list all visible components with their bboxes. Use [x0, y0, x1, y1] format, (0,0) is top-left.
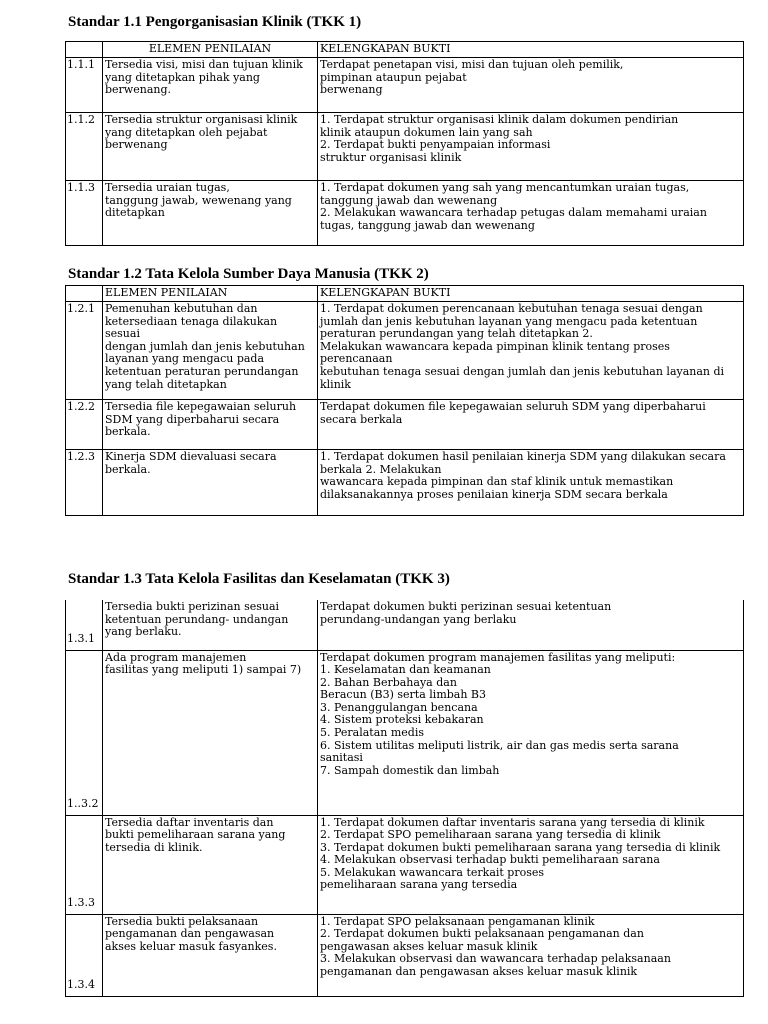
elemen-cell: [103, 400, 318, 450]
text-line: 4. Sistem proteksi kebakaran: [320, 713, 484, 727]
row-number: 1.2.1: [66, 302, 103, 400]
text-line: 1. Terdapat dokumen yang sah yang mencantumkan uraian tugas,: [320, 181, 690, 194]
row-number: 1.3.1: [66, 600, 103, 650]
text-line: jumlah dan jenis kebutuhan layanan yang mengacu pada ketentuan: [320, 314, 698, 328]
bukti-cell: [318, 181, 744, 246]
text-line: 5. Melakukan wawancara terkait proses: [320, 865, 545, 879]
row-number: 1.3.4: [66, 914, 103, 996]
bukti-cell: [318, 58, 744, 113]
text-line: kebutuhan tenaga sesuai dengan jumlah dan jenis kebutuhan layanan di: [320, 364, 725, 378]
elemen-cell: [103, 450, 318, 516]
text-line: 3. Melakukan observasi dan wawancara terhadap pelaksanaan: [320, 952, 671, 966]
header-no-cell: [66, 42, 103, 58]
text-line: 3. Penanggulangan bencana: [320, 700, 478, 714]
text-line: struktur organisasi klinik: [320, 150, 462, 164]
text-line: 2. Bahan Berbahaya dan: [320, 675, 457, 689]
standard-1-1-table: [65, 41, 744, 246]
text-line: wawancara kepada pimpinan dan staf klinik untuk memastikan: [320, 475, 674, 489]
text-line: pengamanan dan pengawasan: [105, 927, 275, 941]
text-line: berwenang.: [105, 83, 171, 97]
text-line: tugas, tanggung jawab dan wewenang: [320, 218, 535, 232]
bukti-cell: [318, 815, 744, 914]
table-header-row: [66, 42, 744, 58]
text-line: sanitasi: [320, 751, 363, 765]
text-line: yang telah ditetapkan: [105, 377, 227, 391]
text-line: 1. Terdapat SPO pelaksanaan pengamanan klinik: [320, 914, 595, 928]
bukti-cell: [318, 650, 744, 815]
text-line: Tersedia bukti perizinan sesuai: [105, 600, 280, 613]
bukti-cell: [318, 600, 744, 650]
text-line: Tersedia file kepegawaian seluruh: [105, 400, 297, 413]
bukti-cell: [318, 400, 744, 450]
table-row: [66, 181, 744, 246]
text-line: ketersediaan tenaga dilakukan sesuai: [105, 314, 278, 341]
text-line: peraturan perundangan yang telah ditetapkan 2.: [320, 327, 593, 341]
row-number: 1.2.2: [66, 400, 103, 450]
elemen-cell: [103, 181, 318, 246]
text-line: 7. Sampah domestik dan limbah: [320, 763, 500, 777]
text-line: Terdapat penetapan visi, misi dan tujuan oleh pemilik,: [320, 58, 624, 71]
text-line: Tersedia bukti pelaksanaan: [105, 914, 259, 928]
text-line: Pemenuhan kebutuhan dan: [105, 302, 258, 315]
text-line: 2. Terdapat bukti penyampaian informasi: [320, 138, 551, 152]
elemen-cell: [103, 650, 318, 815]
table-row: [66, 600, 744, 650]
text-line: pengamanan dan pengawasan akses keluar masuk klinik: [320, 964, 638, 978]
text-line: berkala.: [105, 462, 151, 476]
header-elemen-penilaian: ELEMEN PENILAIAN: [103, 42, 318, 58]
text-line: 1. Terdapat struktur organisasi klinik dalam dokumen pendirian: [320, 113, 679, 126]
row-number: 1.3.3: [66, 815, 103, 914]
text-line: SDM yang diperbaharui secara: [105, 412, 280, 426]
text-line: 4. Melakukan observasi terhadap bukti pemeliharaan sarana: [320, 853, 660, 867]
elemen-cell: [103, 600, 318, 650]
text-line: dengan jumlah dan jenis kebutuhan: [105, 339, 305, 353]
text-line: ditetapkan: [105, 206, 165, 220]
table-row: [66, 815, 744, 914]
row-number: 1.2.3: [66, 450, 103, 516]
text-line: berkala.: [105, 425, 151, 439]
text-line: berkala 2. Melakukan: [320, 462, 442, 476]
bukti-cell: [318, 450, 744, 516]
text-line: 3. Terdapat dokumen bukti pemeliharaan sarana yang tersedia di klinik: [320, 840, 721, 854]
text-line: dilaksanakannya proses penilaian kinerja SDM secara berkala: [320, 487, 668, 501]
elemen-cell: [103, 113, 318, 181]
text-line: Beracun (B3) serta limbah B3: [320, 688, 487, 702]
text-line: Terdapat dokumen bukti perizinan sesuai ketentuan: [320, 600, 612, 613]
elemen-cell: [103, 302, 318, 400]
text-line: 2. Terdapat dokumen bukti pelaksanaan pengamanan dan: [320, 927, 644, 941]
text-line: berwenang: [320, 83, 383, 97]
text-line: Terdapat dokumen program manajemen fasilitas yang meliputi:: [320, 650, 676, 664]
text-line: yang berlaku.: [105, 625, 182, 639]
text-line: yang ditetapkan pihak yang: [105, 70, 260, 84]
text-line: berwenang: [105, 138, 168, 152]
header-no-cell: [66, 286, 103, 302]
text-line: Tersedia daftar inventaris dan: [105, 815, 274, 829]
text-line: layanan yang mengacu pada: [105, 352, 265, 366]
text-line: Tersedia uraian tugas,: [105, 181, 230, 194]
text-line: tanggung jawab, wewenang yang: [105, 193, 292, 207]
header-kelengkapan-bukti: KELENGKAPAN BUKTI: [318, 42, 744, 58]
table-row: [66, 400, 744, 450]
elemen-cell: [103, 58, 318, 113]
standard-1-2-title: Standar 1.2 Tata Kelola Sumber Daya Manusia (TKK 2): [68, 266, 429, 282]
elemen-cell: [103, 914, 318, 996]
text-line: 1. Terdapat dokumen daftar inventaris sarana yang tersedia di klinik: [320, 815, 705, 829]
text-line: pemeliharaan sarana yang tersedia: [320, 878, 518, 892]
text-line: 5. Peralatan medis: [320, 726, 425, 740]
row-number: 1.1.1: [66, 58, 103, 113]
table-row: [66, 302, 744, 400]
text-line: 2. Melakukan wawancara terhadap petugas dalam memahami uraian: [320, 206, 707, 220]
standard-1-2-table: [65, 285, 744, 516]
table-row: [66, 113, 744, 181]
table-header-row: [66, 286, 744, 302]
row-number: 1.1.2: [66, 113, 103, 181]
text-line: Tersedia visi, misi dan tujuan klinik: [105, 58, 303, 71]
text-line: 2. Terdapat SPO pemeliharaan sarana yang tersedia di klinik: [320, 828, 661, 842]
text-line: 1. Keselamatan dan keamanan: [320, 663, 491, 677]
text-line: yang ditetapkan oleh pejabat: [105, 125, 268, 139]
elemen-cell: [103, 815, 318, 914]
text-line: Terdapat dokumen file kepegawaian seluruh SDM yang diperbaharui: [320, 400, 706, 413]
text-line: pengawasan akses keluar masuk klinik: [320, 939, 538, 953]
text-line: tersedia di klinik.: [105, 840, 203, 854]
text-line: perundang-undangan yang berlaku: [320, 612, 517, 626]
text-line: Kinerja SDM dievaluasi secara: [105, 450, 277, 463]
header-kelengkapan-bukti: KELENGKAPAN BUKTI: [318, 286, 744, 302]
text-line: bukti pemeliharaan sarana yang: [105, 828, 286, 842]
text-line: 1. Terdapat dokumen hasil penilaian kinerja SDM yang dilakukan secara: [320, 450, 726, 463]
text-line: pimpinan ataupun pejabat: [320, 70, 467, 84]
table-row: [66, 450, 744, 516]
standard-1-3-table: [65, 600, 744, 997]
table-row: [66, 650, 744, 815]
text-line: klinik: [320, 377, 351, 391]
header-elemen-penilaian: ELEMEN PENILAIAN: [103, 286, 318, 302]
text-line: Tersedia struktur organisasi klinik: [105, 113, 298, 126]
text-line: 6. Sistem utilitas meliputi listrik, air dan gas medis serta sarana: [320, 738, 679, 752]
text-line: Ada program manajemen: [105, 650, 247, 664]
text-line: akses keluar masuk fasyankes.: [105, 939, 277, 953]
text-line: tanggung jawab dan wewenang: [320, 193, 498, 207]
text-line: ketentuan perundang- undangan: [105, 612, 289, 626]
table-row: [66, 58, 744, 113]
bukti-cell: [318, 113, 744, 181]
bukti-cell: [318, 302, 744, 400]
bukti-cell: [318, 914, 744, 996]
table-row: [66, 914, 744, 996]
standard-1-3-title: Standar 1.3 Tata Kelola Fasilitas dan Keselamatan (TKK 3): [68, 571, 450, 587]
text-line: klinik ataupun dokumen lain yang sah: [320, 125, 533, 139]
text-line: 1. Terdapat dokumen perencanaan kebutuhan tenaga sesuai dengan: [320, 302, 703, 315]
text-line: fasilitas yang meliputi 1) sampai 7): [105, 663, 302, 677]
row-number: 1.1.3: [66, 181, 103, 246]
text-line: secara berkala: [320, 412, 403, 426]
text-line: ketentuan peraturan perundangan: [105, 364, 299, 378]
row-number: 1..3.2: [66, 650, 103, 815]
standard-1-1-title: Standar 1.1 Pengorganisasian Klinik (TKK 1): [68, 14, 362, 30]
text-line: Melakukan wawancara kepada pimpinan klinik tentang proses perencanaan: [320, 339, 670, 366]
